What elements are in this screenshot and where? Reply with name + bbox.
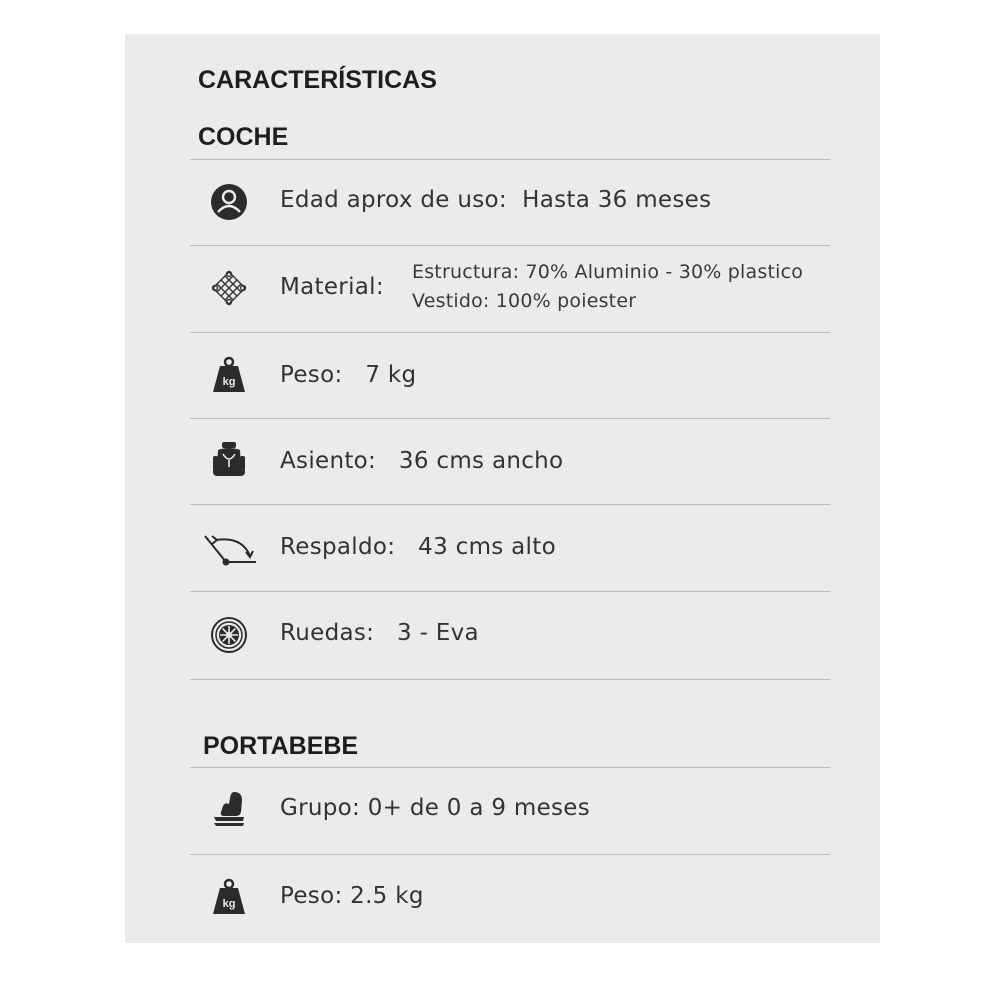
feature-value: 7 kg [365,362,417,388]
feature-text [280,534,556,560]
feature-label: Grupo: [280,795,361,821]
feature-value: 43 cms alto [418,534,556,560]
feature-label: Ruedas: [280,620,375,646]
feature-row-asiento [190,419,830,504]
page-title: CARACTERÍSTICAS [198,66,437,94]
feature-row-edad [190,160,830,245]
weight-icon-label: kg [222,898,236,910]
feature-value: 0+ de 0 a 9 meses [367,795,591,821]
feature-label: Asiento: [280,448,377,474]
feature-value-line: Estructura: 70% Aluminio - 30% plastico [412,261,804,283]
feature-row-peso [190,333,830,418]
feature-value: 2.5 kg [350,883,424,909]
feature-label: Peso: [280,883,343,909]
feature-text [280,620,479,646]
feature-row-peso-portabebe [190,855,830,940]
car-seat-icon [210,790,248,828]
recline-icon [202,530,258,568]
feature-value-line: Vestido: 100% poiester [412,290,637,312]
section-heading-portabebe: PORTABEBE [203,732,359,760]
feature-text [280,362,416,388]
person-icon [210,183,248,221]
feature-value: 3 - Eva [397,620,479,646]
wheel-icon [210,616,248,654]
feature-row-material [190,246,830,332]
feature-label: Respaldo: [280,534,396,560]
feature-text [280,187,711,213]
weight-icon-label: kg [222,376,236,388]
feature-label: Material: [280,274,384,300]
section-heading-coche: COCHE [198,123,289,151]
feature-label: Edad aprox de uso: [280,187,507,213]
feature-value: 36 cms ancho [398,448,564,474]
weight-icon [210,878,248,916]
feature-value: Hasta 36 meses [522,187,712,213]
seat-icon [210,441,248,479]
feature-row-ruedas [190,592,830,679]
fabric-icon [210,269,248,307]
feature-row-grupo [190,768,830,854]
weight-icon [210,356,248,394]
feature-text [280,883,424,909]
divider [190,679,830,680]
feature-text [280,795,590,821]
feature-text [280,448,563,474]
feature-row-respaldo [190,505,830,590]
feature-label: Peso: [280,362,343,388]
